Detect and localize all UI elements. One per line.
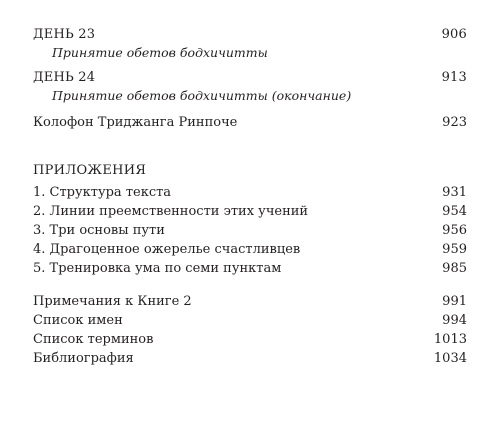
toc-entry-title: Список терминов: [33, 332, 154, 347]
toc-entry-appendix-1[interactable]: [33, 185, 467, 201]
toc-entry-title: 2. Линии преемственности этих учений: [33, 204, 309, 219]
toc-entry-page: 954: [442, 204, 467, 219]
toc-entry-title: 4. Драгоценное ожерелье счастливцев: [33, 242, 301, 257]
toc-entry-title: ДЕНЬ 24: [33, 70, 96, 85]
toc-entry-colophon[interactable]: [33, 115, 467, 131]
toc-entry-title: Примечания к Книге 2: [33, 294, 192, 309]
toc-entry-page: 1034: [433, 351, 467, 366]
toc-entry-page: 1013: [433, 332, 467, 347]
toc-entry-page: 906: [441, 27, 467, 42]
toc-entry-appendix-5[interactable]: [33, 261, 467, 277]
toc-entry-page: 959: [442, 242, 467, 257]
toc-entry-title: Список имен: [33, 313, 123, 328]
toc-entry-title: Колофон Триджанга Ринпоче: [33, 115, 238, 130]
toc-entry-page: 913: [441, 70, 467, 85]
toc-entry-page: 985: [442, 261, 467, 276]
toc-entry-title: 5. Тренировка ума по семи пунктам: [33, 261, 282, 276]
toc-entry-title: 3. Три основы пути: [33, 223, 165, 238]
toc-entry-title: Библиография: [33, 351, 134, 366]
toc-entry-page: 923: [442, 115, 467, 130]
toc-entry-title: 1. Структура текста: [33, 185, 172, 200]
toc-entry-appendix-4[interactable]: [33, 242, 467, 258]
toc-entry-subtitle: Принятие обетов бодхичитты: [52, 45, 268, 60]
toc-entry-page: 991: [442, 294, 467, 309]
toc-entry-terms[interactable]: [33, 332, 467, 348]
toc-entry-page: 956: [442, 223, 467, 238]
toc-entry-day-24[interactable]: [33, 70, 467, 86]
toc-entry-appendix-3[interactable]: [33, 223, 467, 239]
toc-entry-page: 931: [442, 185, 467, 200]
toc-entry-page: 994: [442, 313, 467, 328]
toc-entry-title: ДЕНЬ 23: [33, 27, 96, 42]
toc-entry-subtitle: Принятие обетов бодхичитты (окончание): [52, 88, 352, 103]
toc-entry-day-23[interactable]: [33, 27, 467, 43]
toc-entry-appendix-2[interactable]: [33, 204, 467, 220]
toc-entry-notes[interactable]: [33, 294, 467, 310]
toc-entry-bibliography[interactable]: [33, 351, 467, 367]
toc-entry-names[interactable]: [33, 313, 467, 329]
appendices-heading: ПРИЛОЖЕНИЯ: [33, 163, 147, 178]
